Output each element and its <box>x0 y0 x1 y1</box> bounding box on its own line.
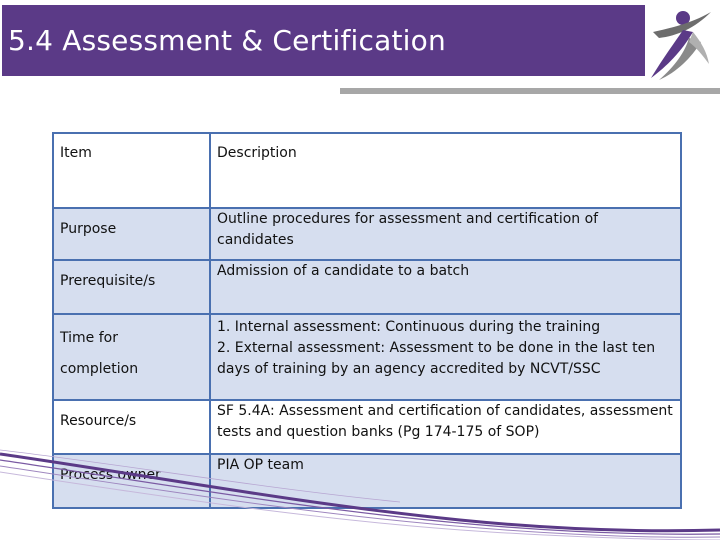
description-text: SF 5.4A: Assessment and certification of candidates, assessment tests and question banks (Pg 174-175 of SOP) <box>217 403 673 440</box>
header-description-label: Description <box>217 145 297 161</box>
item-label: Prerequisite/s <box>60 273 156 289</box>
description-line-2: 2. External assessment: Assessment to be done in the last ten days of training by an agency accredited by NCVT/SSC <box>217 340 656 377</box>
item-cell <box>53 208 210 260</box>
header-description-cell <box>210 133 681 208</box>
description-cell <box>210 208 681 260</box>
item-cell <box>53 260 210 314</box>
item-label: Purpose <box>60 221 117 237</box>
decorative-swoosh-lines <box>0 440 720 540</box>
item-label: Resource/s <box>60 413 137 429</box>
description-text: PIA OP team <box>217 457 304 473</box>
description-text: Admission of a candidate to a batch <box>217 263 470 279</box>
description-cell <box>210 314 681 400</box>
header-divider-rule <box>340 88 720 94</box>
table-row-time-for-completion <box>53 314 681 400</box>
description-line-1: 1. Internal assessment: Continuous during the training <box>217 319 601 335</box>
figure-swoosh-logo-icon <box>645 2 720 84</box>
header-item-label: Item <box>60 145 92 161</box>
slide-title-bar <box>2 5 645 76</box>
description-text: Outline procedures for assessment and certification of candidates <box>217 211 599 248</box>
item-cell <box>53 314 210 400</box>
table-row-prerequisite <box>53 260 681 314</box>
description-cell <box>210 260 681 314</box>
item-label-line-2: completion <box>60 361 139 377</box>
table-row-purpose <box>53 208 681 260</box>
table-header-row <box>53 133 681 208</box>
header-item-cell <box>53 133 210 208</box>
slide-title: 5.4 Assessment & Certification <box>8 24 446 57</box>
item-label: Process owner <box>60 467 161 483</box>
item-label-line-1: Time for <box>60 330 118 346</box>
